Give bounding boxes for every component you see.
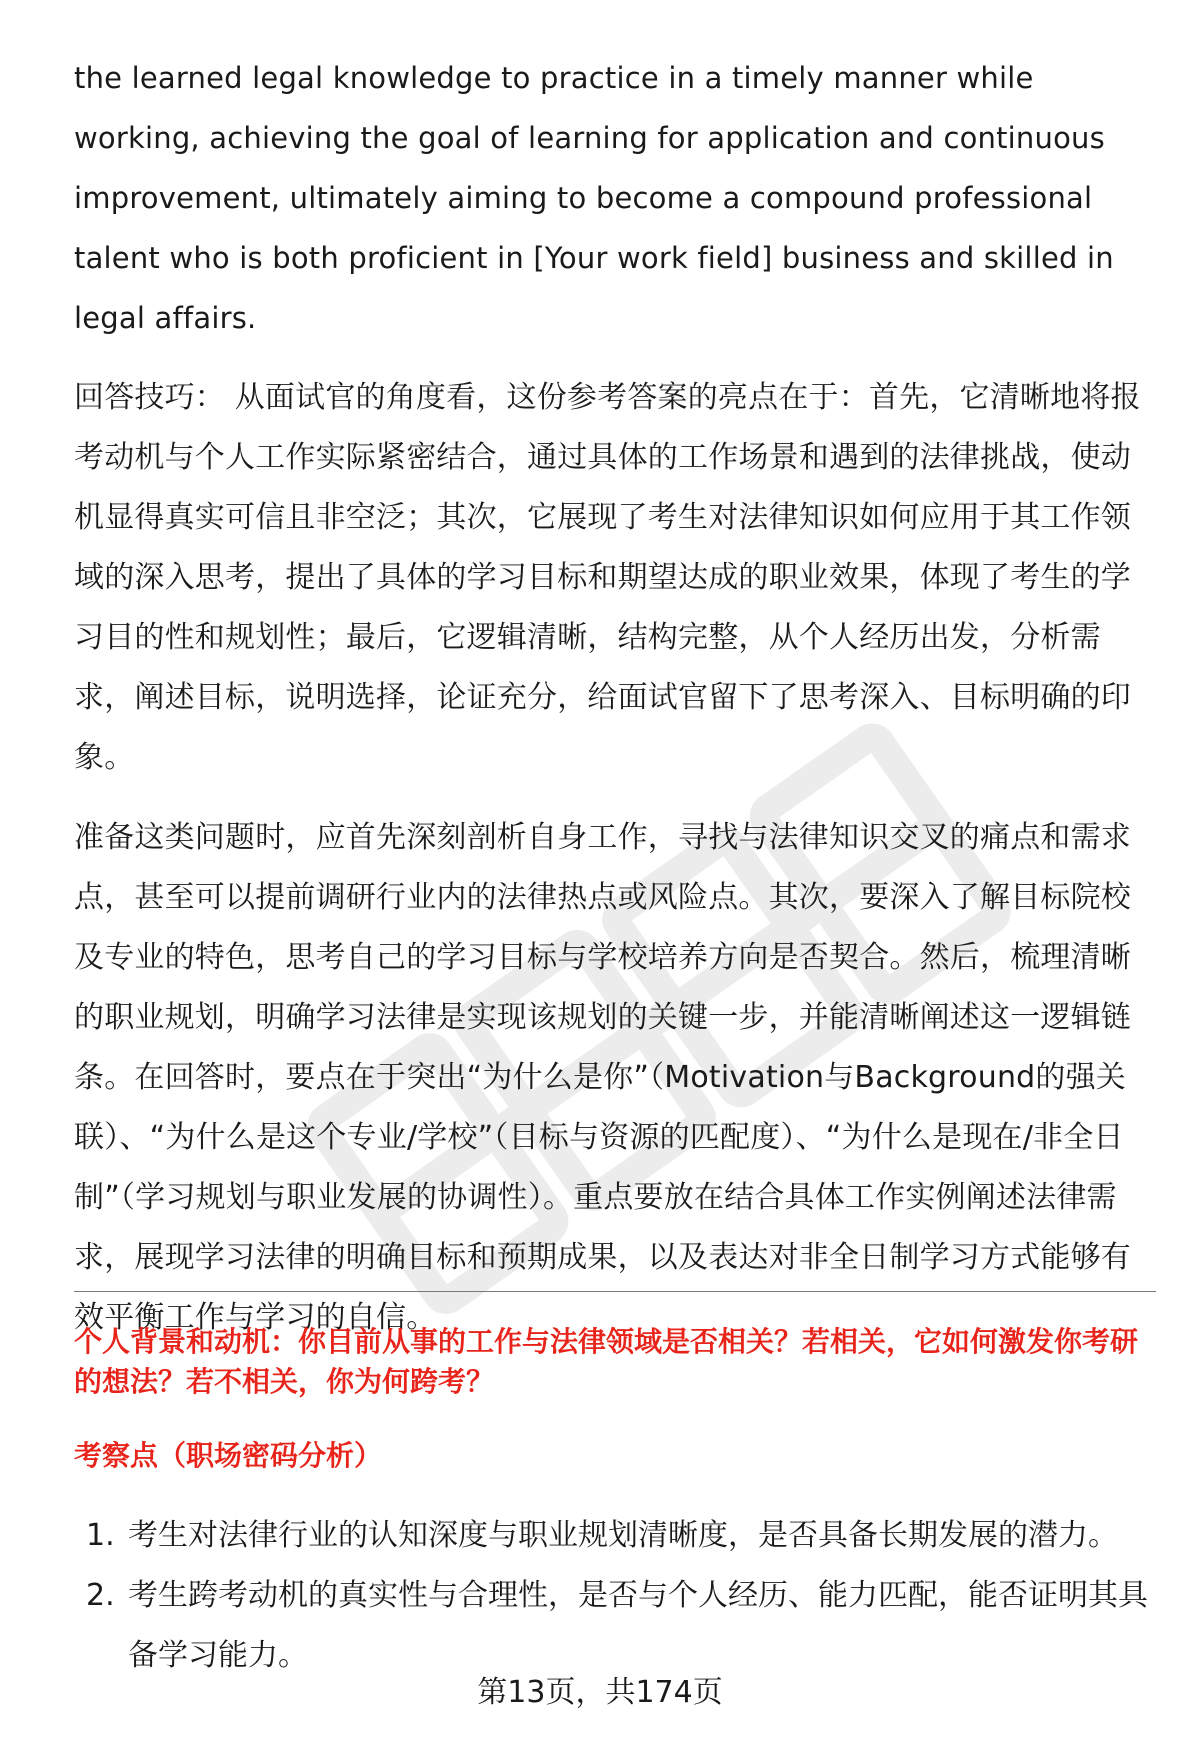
preparation-paragraph: 准备这类问题时，应首先深刻剖析自身工作，寻找与法律知识交叉的痛点和需求点，甚至可以提前调研行业内的法律热点或风险点。其次，要深入了解目标院校及专业的特色，思考自己的学习目标与学校培养方向是否契合。然后，梳理清晰的职业规划，明确学习法律是实现该规划的关键一步，并能清晰阐述这一逻辑链条。在回答时，要点在于突出“为什么是你”（Motivation与Background的强关联）、“为什么是这个专业/学校”（目标与资源的匹配度）、“为什么是现在/非全日制”（学习规划与职业发展的协调性）。重点要放在结合具体工作实例阐述法律需求，展现学习法律的明确目标和预期成果，以及表达对非全日制学习方式能够有效平衡工作与学习的自信。	[74, 820, 1131, 1335]
list-item	[74, 1506, 1156, 1566]
section-divider	[74, 1291, 1156, 1292]
assessment-points-heading: 考察点（职场密码分析）	[74, 1439, 383, 1472]
answer-english-paragraph: the learned legal knowledge to practice in a timely manner while working, achieving the goal of learning for application and continuous improvement, ultimately aiming to become a compound professional talent who is both proficient in [Your work field] business and skilled in legal affairs.	[74, 61, 1114, 335]
document-body	[74, 48, 1156, 1348]
list-item-number: 1.	[86, 1518, 115, 1553]
question-title: 个人背景和动机：你目前从事的工作与法律领域是否相关？若相关，它如何激发你考研的想法？若不相关，你为何跨考？	[74, 1325, 1139, 1398]
page-number: 第13页，共174页	[477, 1675, 723, 1710]
assessment-points-list	[74, 1506, 1156, 1686]
list-item-number: 2.	[86, 1578, 115, 1613]
list-item-text: 考生跨考动机的真实性与合理性，是否与个人经历、能力匹配，能否证明其具备学习能力。	[128, 1578, 1148, 1673]
list-item-text: 考生对法律行业的认知深度与职业规划清晰度，是否具备长期发展的潜力。	[128, 1518, 1118, 1553]
answer-tips-paragraph: 回答技巧： 从面试官的角度看，这份参考答案的亮点在于：首先，它清晰地将报考动机与个人工作实际紧密结合，通过具体的工作场景和遇到的法律挑战，使动机显得真实可信且非空泛；其次，它展现了考生对法律知识如何应用于其工作领域的深入思考，提出了具体的学习目标和期望达成的职业效果，体现了考生的学习目的性和规划性；最后，它逻辑清晰，结构完整，从个人经历出发，分析需求，阐述目标，说明选择，论证充分，给面试官留下了思考深入、目标明确的印象。	[74, 380, 1141, 775]
